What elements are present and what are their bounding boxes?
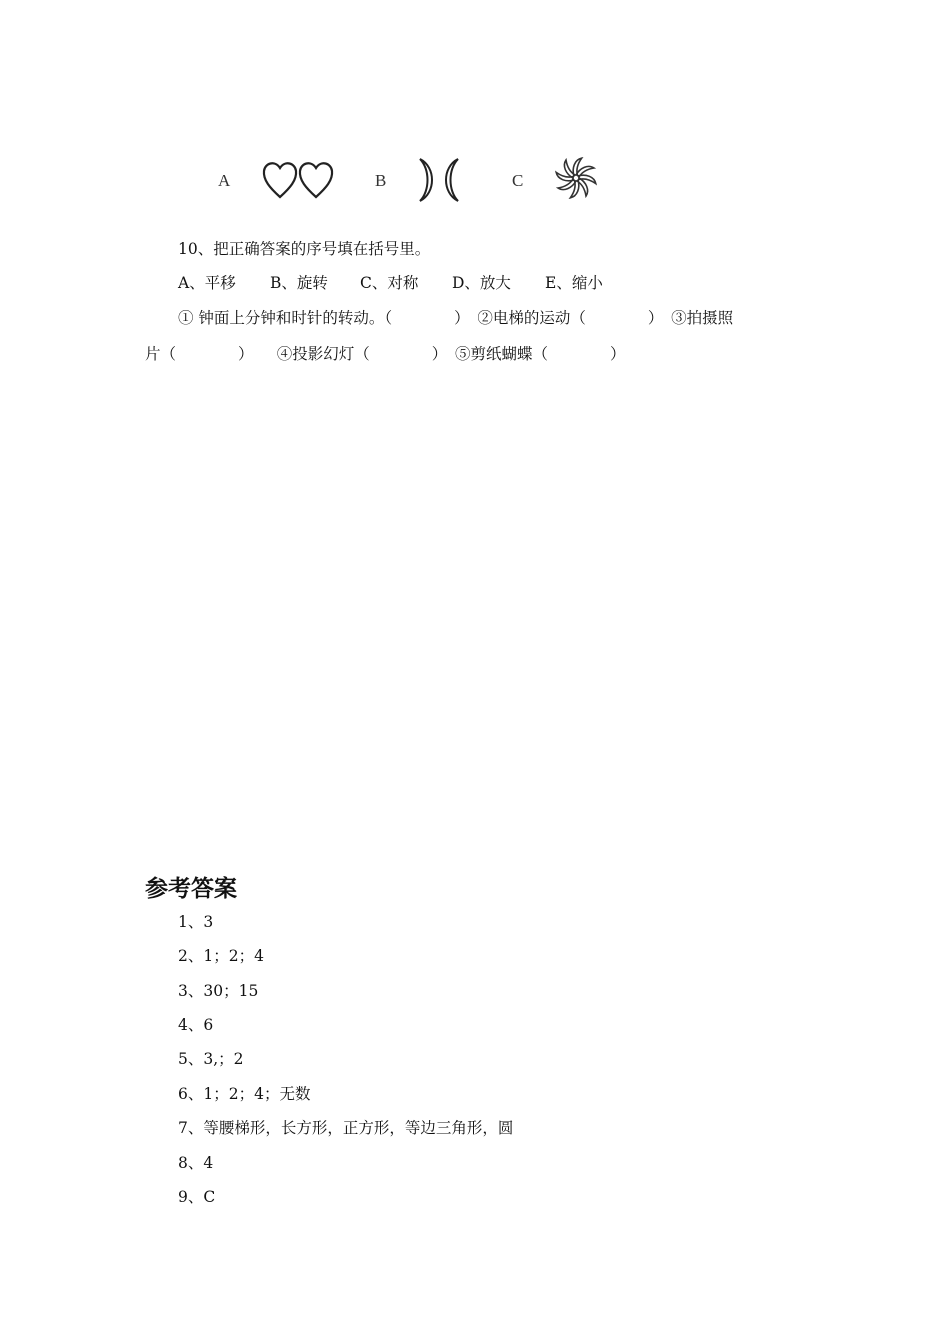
two-hearts-icon bbox=[262, 160, 336, 200]
answer-item: 9、C bbox=[178, 1188, 216, 1206]
answers-heading: 参考答案 bbox=[145, 876, 237, 902]
answer-item: 2、1；2；4 bbox=[178, 947, 264, 965]
answer-item: 1、3 bbox=[178, 913, 214, 931]
question-10-line-2: 片（ ） ④投影幻灯（ ） ⑤剪纸蝴蝶（ ） bbox=[145, 345, 626, 363]
option-d: D、放大 bbox=[452, 274, 511, 292]
answer-item: 4、6 bbox=[178, 1016, 214, 1034]
answer-item: 8、4 bbox=[178, 1154, 214, 1172]
answer-item: 7、等腰梯形，长方形，正方形，等边三角形，圆 bbox=[178, 1119, 514, 1137]
figure-b-label: B bbox=[375, 171, 387, 190]
answer-item: 3、30；15 bbox=[178, 982, 259, 1000]
option-b: B、旋转 bbox=[270, 274, 328, 292]
option-c: C、对称 bbox=[360, 274, 419, 292]
option-e: E、缩小 bbox=[545, 274, 603, 292]
figure-a-label: A bbox=[218, 171, 231, 190]
answer-item: 6、1；2；4；无数 bbox=[178, 1085, 311, 1103]
option-a: A、平移 bbox=[178, 274, 236, 292]
pinwheel-icon bbox=[554, 156, 598, 200]
facing-crescents-icon bbox=[416, 157, 462, 203]
question-10-title: 10、把正确答案的序号填在括号里。 bbox=[178, 240, 431, 258]
answer-item: 5、3,；2 bbox=[178, 1050, 244, 1068]
figure-c-label: C bbox=[512, 171, 524, 190]
question-10-line-1: ① 钟面上分钟和时针的转动。（ ） ②电梯的运动（ ） ③拍摄照 bbox=[178, 309, 734, 327]
